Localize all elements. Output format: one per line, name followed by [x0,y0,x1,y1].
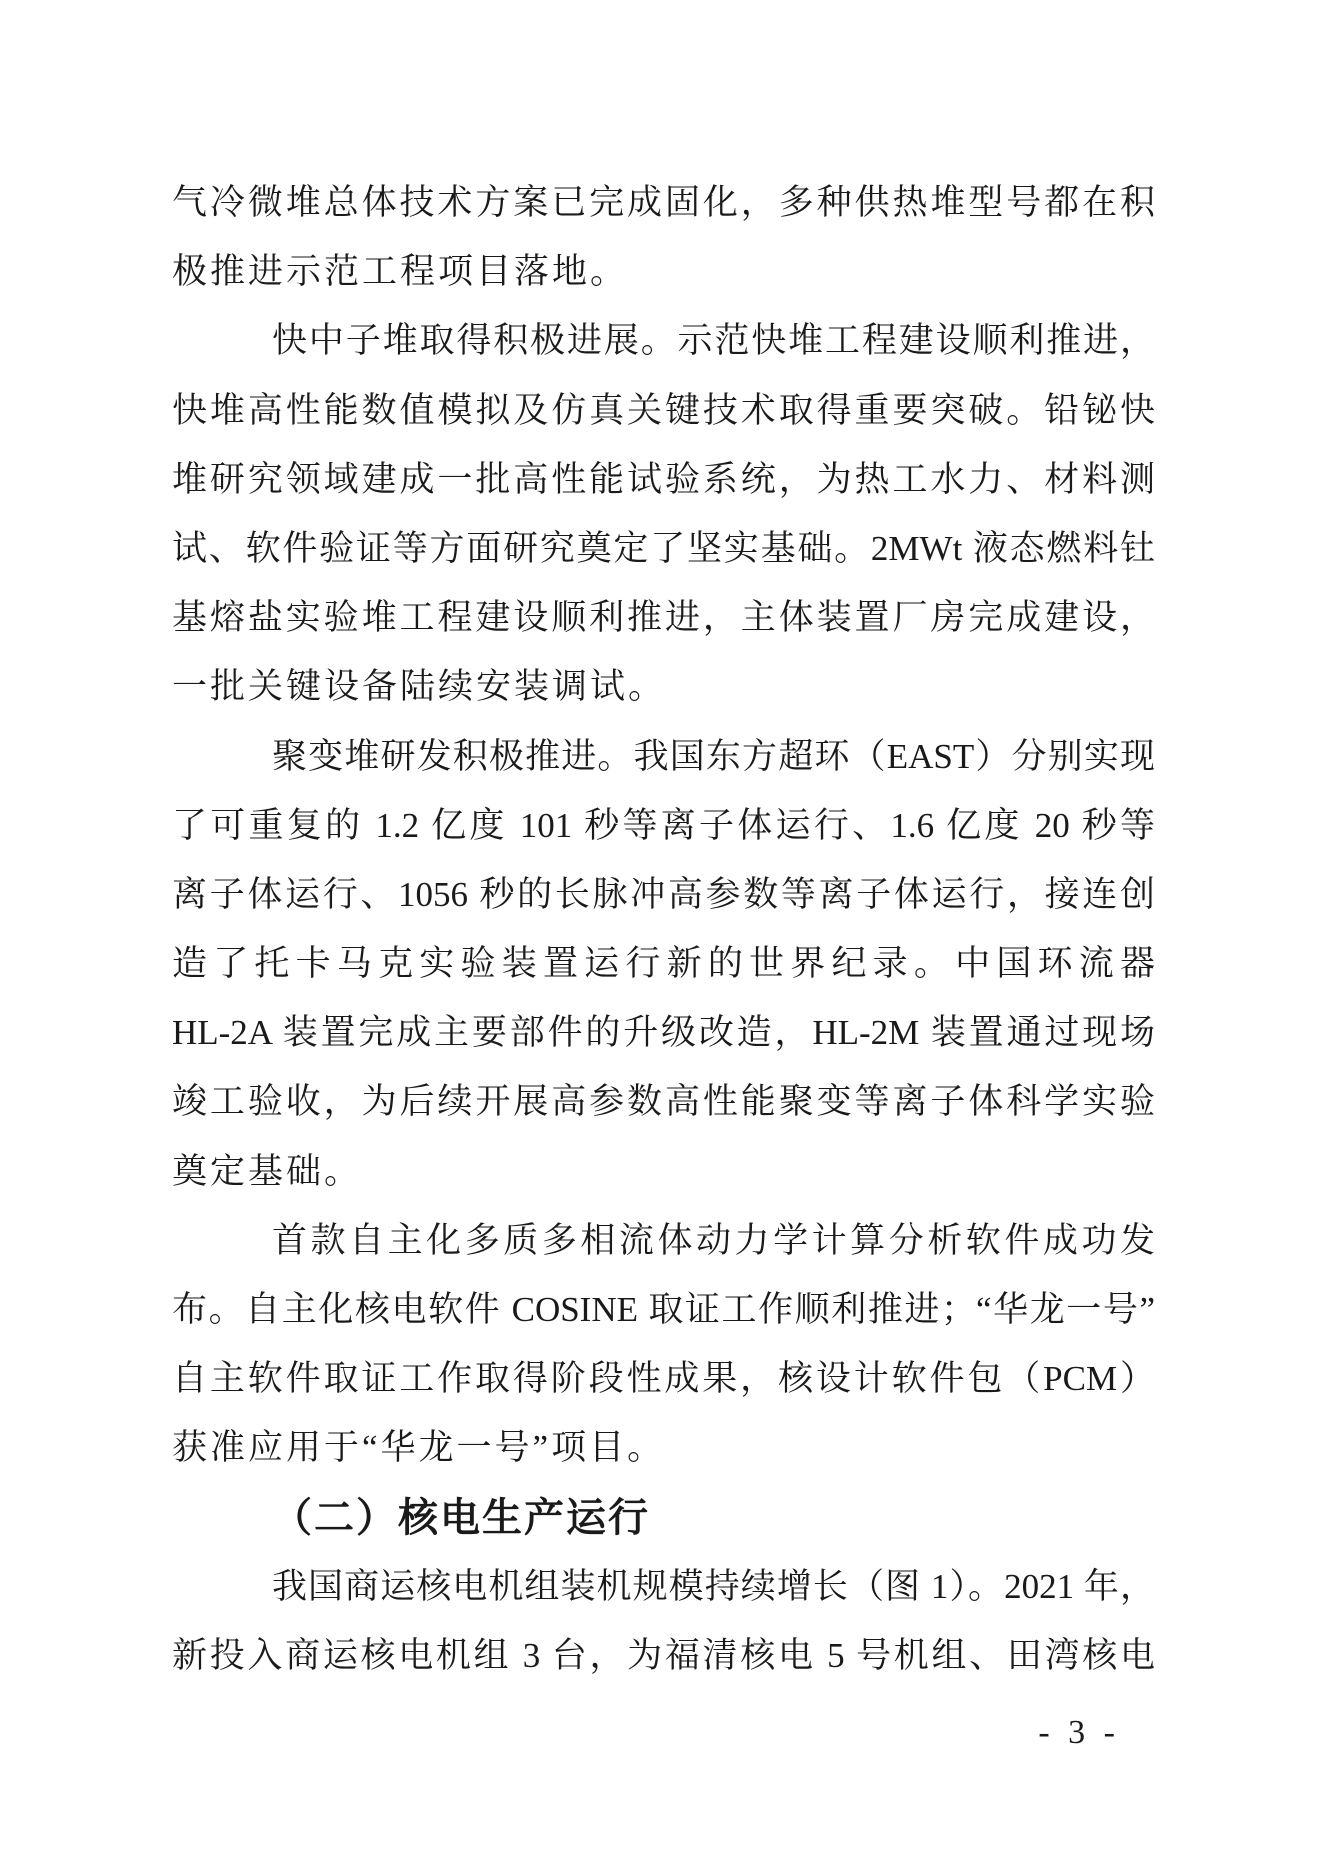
text-line: HL-2A 装置完成主要部件的升级改造，HL-2M 装置通过现场 [172,1013,1155,1053]
document-body [172,168,1155,1690]
text-line: 聚变堆研发积极推进。我国东方超环（EAST）分别实现 [272,736,1155,776]
text-line: 布。自主化核电软件 COSINE 取证工作顺利推进；“华龙一号” [172,1290,1155,1329]
text-line: 奠定基础。 [172,1151,363,1191]
text-line: 竣工验收，为后续开展高参数高性能聚变等离子体科学实验 [172,1082,1155,1122]
text-line: 快中子堆取得积极进展。示范快堆工程建设顺利推进， [272,321,1155,361]
text-line: 极推进示范工程项目落地。 [172,252,629,292]
text-line: 造了托卡马克实验装置运行新的世界纪录。中国环流器 [172,944,1155,984]
text-line: 了可重复的 1.2 亿度 101 秒等离子体运行、1.6 亿度 20 秒等 [172,805,1155,845]
text-line: 新投入商运核电机组 3 台，为福清核电 5 号机组、田湾核电 [172,1635,1155,1675]
section-heading: （二）核电生产运行 [272,1494,650,1540]
text-line: 试、软件验证等方面研究奠定了坚实基础。2MWt 液态燃料钍 [172,528,1155,568]
text-line: 自主软件取证工作取得阶段性成果，核设计软件包（PCM） [172,1359,1155,1399]
page-number: - 3 - [1038,1714,1120,1751]
text-line: 离子体运行、1056 秒的长脉冲高参数等离子体运行，接连创 [172,874,1155,914]
text-line: 气冷微堆总体技术方案已完成固化，多种供热堆型号都在积 [172,183,1155,222]
text-line: 基熔盐实验堆工程建设顺利推进，主体装置厂房完成建设， [172,598,1155,638]
text-line: 获准应用于“华龙一号”项目。 [172,1428,666,1468]
text-line: 堆研究领域建成一批高性能试验系统，为热工水力、材料测 [172,459,1155,499]
text-line: 快堆高性能数值模拟及仿真关键技术取得重要突破。铅铋快 [172,390,1155,430]
text-line: 我国商运核电机组装机规模持续增长（图 1）。2021 年， [272,1566,1155,1606]
text-line: 首款自主化多质多相流体动力学计算分析软件成功发 [272,1220,1155,1260]
text-line: 一批关键设备陆续安装调试。 [172,667,667,707]
